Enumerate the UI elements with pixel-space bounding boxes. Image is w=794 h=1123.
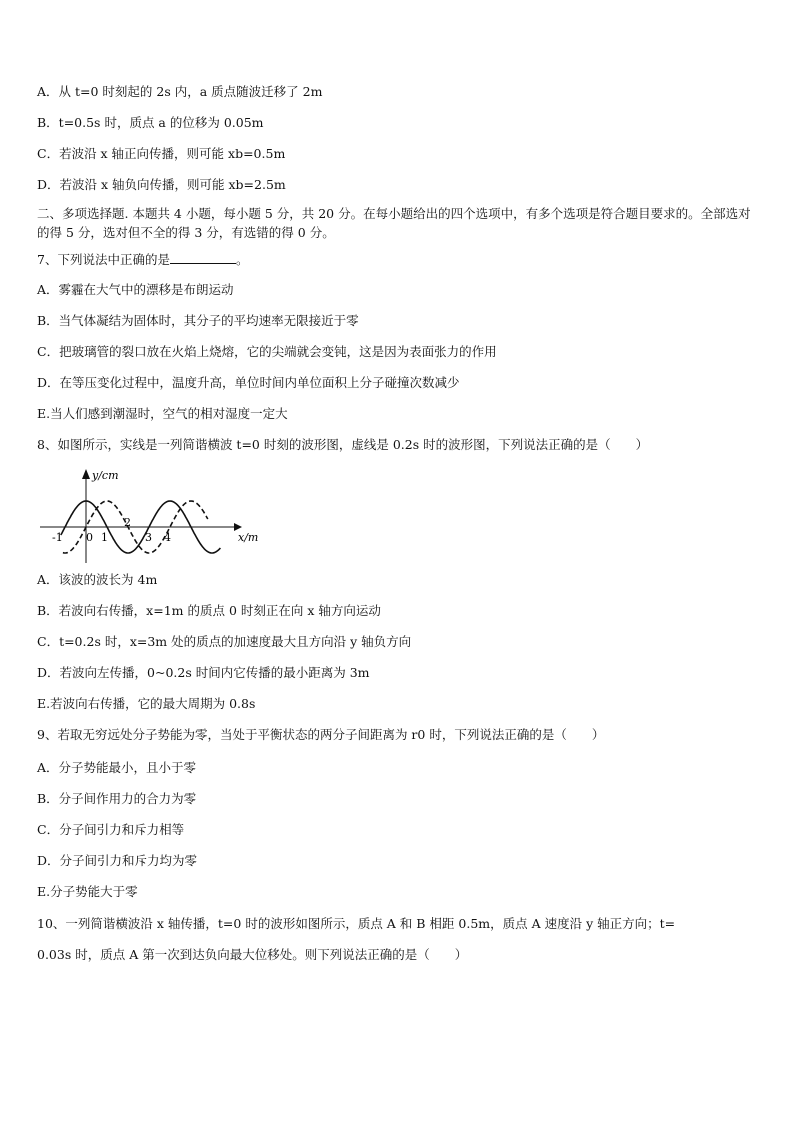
q7-option-d: D．在等压变化过程中，温度升高，单位时间内单位面积上分子碰撞次数减少: [37, 375, 460, 390]
q8-option-e: E.若波向右传播，它的最大周期为 0.8s: [37, 696, 256, 711]
y-axis-label: y/cm: [92, 469, 119, 482]
q6-option-c: C．若波沿 x 轴正向传播，则可能 xb=0.5m: [37, 146, 286, 161]
tick-label-3: 3: [145, 531, 152, 544]
q7-option-c: C．把玻璃管的裂口放在火焰上烧熔，它的尖端就会变钝，这是因为表面张力的作用: [37, 344, 497, 359]
q7-stem-text: 7、下列说法中正确的是: [37, 252, 170, 267]
section-2-heading: 二、多项选择题. 本题共 4 小题，每小题 5 分，共 20 分。在每小题给出的四个选项中，有多个选项是符合题目要求的。全部选对的得 5 分，选对但不全的得 3 分，有选错的得 0 分。: [37, 206, 751, 240]
q9-option-c: C．分子间引力和斥力相等: [37, 822, 185, 837]
q9-option-b: B．分子间作用力的合力为零: [37, 791, 197, 806]
q7-option-e: E.当人们感到潮湿时，空气的相对湿度一定大: [37, 406, 288, 421]
q7-option-b: B．当气体凝结为固体时，其分子的平均速率无限接近于零: [37, 313, 359, 328]
q10-stem-line-1: 10、一列简谐横波沿 x 轴传播，t=0 时的波形如图所示，质点 A 和 B 相距 0.5m，质点 A 速度沿 y 轴正方向；t=: [37, 916, 676, 931]
tick-label-4: 4: [164, 531, 171, 544]
q6-option-d: D．若波沿 x 轴负向传播，则可能 xb=2.5m: [37, 177, 286, 192]
q8-option-b: B．若波向右传播，x=1m 的质点 0 时刻正在向 x 轴方向运动: [37, 603, 381, 618]
q8-option-c: C．t=0.2s 时，x=3m 处的质点的加速度最大且方向沿 y 轴负方向: [37, 634, 412, 649]
q6-option-b: B．t=0.5s 时，质点 a 的位移为 0.05m: [37, 115, 264, 130]
q8-option-a: A．该波的波长为 4m: [37, 572, 158, 587]
q7-stem-end: 。: [235, 252, 249, 267]
q8-stem: 8、如图所示，实线是一列简谐横波 t=0 时刻的波形图，虚线是 0.2s 时的波形图，下列说法正确的是（ ）: [37, 437, 649, 452]
tick-label-minus-1: -1: [52, 531, 63, 544]
q9-stem: 9、若取无穷远处分子势能为零，当处于平衡状态的两分子间距离为 r0 时，下列说法正确的是（ ）: [37, 727, 605, 742]
y-axis-arrow: [82, 469, 90, 479]
answer-blank: [170, 251, 236, 264]
q7-option-a: A．雾霾在大气中的漂移是布朗运动: [37, 282, 234, 297]
q6-option-a: A．从 t=0 时刻起的 2s 内，a 质点随波迁移了 2m: [37, 84, 323, 99]
x-axis-arrow: [234, 523, 242, 531]
q10-stem-line-2: 0.03s 时，质点 A 第一次到达负向最大位移处。则下列说法正确的是（ ）: [37, 947, 468, 962]
tick-label-0: 0: [86, 531, 93, 544]
q9-option-d: D．分子间引力和斥力均为零: [37, 853, 198, 868]
q8-option-d: D．若波向左传播，0~0.2s 时间内它传播的最小距离为 3m: [37, 665, 370, 680]
x-axis-label: x/m: [238, 531, 259, 544]
tick-label-2: 2: [124, 516, 131, 529]
tick-label-1: 1: [101, 531, 108, 544]
wave-figure: [38, 465, 268, 565]
q9-option-e: E.分子势能大于零: [37, 884, 138, 899]
q7-stem: [37, 251, 248, 268]
q9-option-a: A．分子势能最小，且小于零: [37, 760, 197, 775]
